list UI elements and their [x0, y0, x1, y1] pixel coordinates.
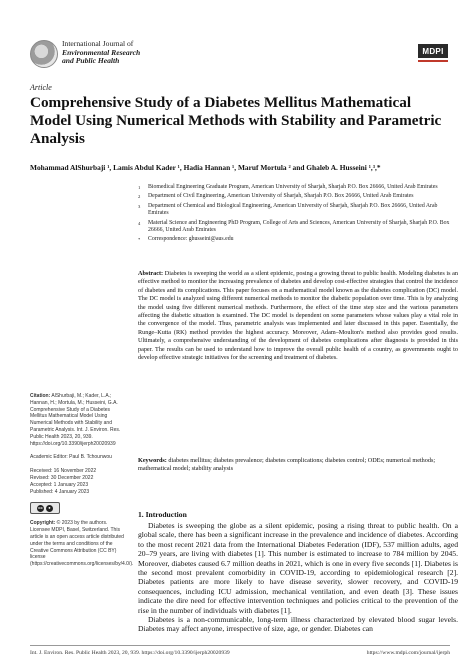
footer-journal-url[interactable]: https://www.mdpi.com/journal/ijerph	[366, 650, 450, 656]
journal-line1: International Journal of	[62, 39, 134, 48]
journal-line2: Environmental Research	[62, 47, 141, 57]
article-type: Article	[30, 83, 52, 92]
affiliation-number: *	[138, 237, 141, 243]
affiliation-item	[138, 220, 458, 235]
journal-logo-icon	[30, 40, 58, 68]
cc-license-badge[interactable]	[30, 502, 60, 514]
abstract-text: Diabetes is sweeping the world as a silent epidemic, posing a growing threat to public health. Modeling diabetes is an effective method to monitor the increasing prevalence of diabetes and develop cost-effective strategies that control the incidence of diabetes and its complications. This paper focuses on a mathematical model known as the diabetes complication (DC) model. The DC model is analyzed using different numerical methods to monitor the diabetic population over time. This is by analyzing the model using five different numerical methods. Furthermore, the effect of the time step size and the various parameters affecting the diabetic situation is examined. The DC model is dependent on some parameters whose values play a vital role in the convergence of the model. Thus, parametric analysis was implemented and later discussed in this paper. Essentially, the Runge–Kutta (RK) method provides the highest accuracy. Moreover, Adam–Moulton's method also provides good results. Ultimately, a comprehensive understanding of the development of diabetes complications after diagnosis is provided in this paper. The results can be used to understand how to improve the overall public health of a country, as governments ought to develop effective strategic initiatives for the screening and treatment of diabetes.	[138, 270, 458, 362]
copyright-label: Copyright:	[30, 520, 56, 527]
author-list: Mohammad AlShurbaji ¹, Lamis Abdul Kader ¹, Hadia Hannan ¹, Maruf Mortula ² and Ghaleb A. Husseini ¹,³,*	[30, 163, 381, 172]
citation-text: AlShurbaji, M.; Kader, L.A.; Hannan, H.; Mortula, M.; Husseini, G.A. Comprehensive Study of a Diabetes Mellitus Mathematical Model Using Numerical Methods with Stability and Parametric Analysis. Int. J. Environ. Res. Public Health 2023, 20, 939. https://doi.org/10.3390/ijerph20020939	[30, 393, 121, 447]
affiliations	[138, 184, 458, 246]
affiliation-item	[138, 193, 458, 200]
section-heading: 1. Introduction	[138, 510, 187, 519]
paper-title: Comprehensive Study of a Diabetes Mellitus Mathematical Model Using Numerical Methods with Stability and Parametric Analysis	[30, 94, 442, 147]
affiliation-text: Material Science and Engineering PhD Program, College of Arts and Sciences, American University of Sharjah, Sharjah P.O. Box 26666, United Arab Emirates	[148, 219, 450, 234]
published-date: Published: 4 January 2023	[30, 488, 90, 495]
body-text	[138, 521, 458, 634]
mdpi-logo-underline	[418, 60, 448, 62]
abstract	[138, 270, 458, 362]
copyright-text: © 2023 by the authors. Licensee MDPI, Basel, Switzerland. This article is an open access article distributed under the terms and conditions of the Creative Commons Attribution (CC BY) license (https://creativecommons.org/licenses/by/4.0/).	[30, 520, 134, 568]
affiliation-item	[138, 203, 458, 218]
affiliation-text: Biomedical Engineering Graduate Program, American University of Sharjah, Sharjah P.O. Box 26666, United Arab Emirates	[148, 184, 438, 190]
keywords-label: Keywords:	[138, 457, 167, 464]
affiliation-number: 3	[138, 203, 141, 209]
affiliation-number: 2	[138, 194, 141, 200]
affiliation-text: Department of Chemical and Biological Engineering, American University of Sharjah, Sharjah P.O. Box 26666, United Arab Emirates	[148, 202, 438, 217]
footer-rule	[30, 645, 450, 646]
keywords-text: diabetes mellitus; diabetes prevalence; diabetes complications; diabetes control; ODEs; numerical methods; mathematical model; stability analysis	[138, 457, 436, 473]
abstract-label: Abstract:	[138, 270, 164, 277]
revised-date: Revised: 30 December 2022	[30, 474, 94, 481]
affiliation-item	[138, 184, 458, 191]
affiliation-number: 4	[138, 220, 141, 226]
affiliation-number: 1	[138, 185, 141, 190]
cc-icon: cc	[38, 504, 43, 510]
mdpi-logo: MDPI	[418, 44, 448, 58]
citation-label: Citation:	[30, 393, 51, 399]
copyright-block	[30, 520, 134, 568]
paragraph: Diabetes is sweeping the globe as a silent epidemic, posing a rising threat to public health. On a global scale, there has been a significant increase in the prevalence and incidence of diabetes. According to the most recent 2021 data from the International Diabetes Federation (IDF), 537 million adults, aged 20–79 years, are living with diabetes [1]. This number is estimated to increase to 784 million by 2045. Moreover, diabetes caused 6.7 million deaths in 2021, which is one in every five seconds [1]. Diabetes is the second most prevalent comorbidity in COVID-19, according to epidemiological research [2]. Diabetes patients are more likely to have disease severity, slower recovery, and COVID-19 consequences, including ICU admission, mechanical ventilation, and even death [3]. These issues indicate the dire need for effective intervention techniques and policies critical to the prevention of the rise in the number of individuals with diabetes [1].	[138, 521, 458, 615]
academic-editor: Academic Editor: Paul B. Tchounwou	[30, 454, 112, 461]
keywords	[138, 457, 458, 474]
accepted-date: Accepted: 1 January 2023	[30, 481, 89, 488]
footer-citation[interactable]: Int. J. Environ. Res. Public Health 2023, 20, 939. https://doi.org/10.3390/ijerph20020939	[30, 650, 230, 656]
received-date: Received: 16 November 2022	[30, 468, 97, 475]
affiliation-text: Department of Civil Engineering, American University of Sharjah, Sharjah P.O. Box 26666, United Arab Emirates	[148, 193, 414, 200]
affiliation-text: Correspondence: ghusseini@aus.edu	[148, 236, 234, 243]
sidebar	[30, 393, 134, 575]
affiliation-item	[138, 236, 458, 243]
footer	[30, 650, 450, 656]
dates-block	[30, 468, 128, 495]
citation-block	[30, 393, 128, 447]
journal-name	[62, 40, 140, 66]
by-icon: ●	[46, 505, 53, 512]
paragraph: Diabetes is a non-communicable, long-term illness characterized by elevated blood sugar levels. Diabetes may affect anyone, irrespective of size, age, or gender. Diabetes can	[138, 615, 458, 634]
journal-line3: and Public Health	[62, 56, 120, 66]
